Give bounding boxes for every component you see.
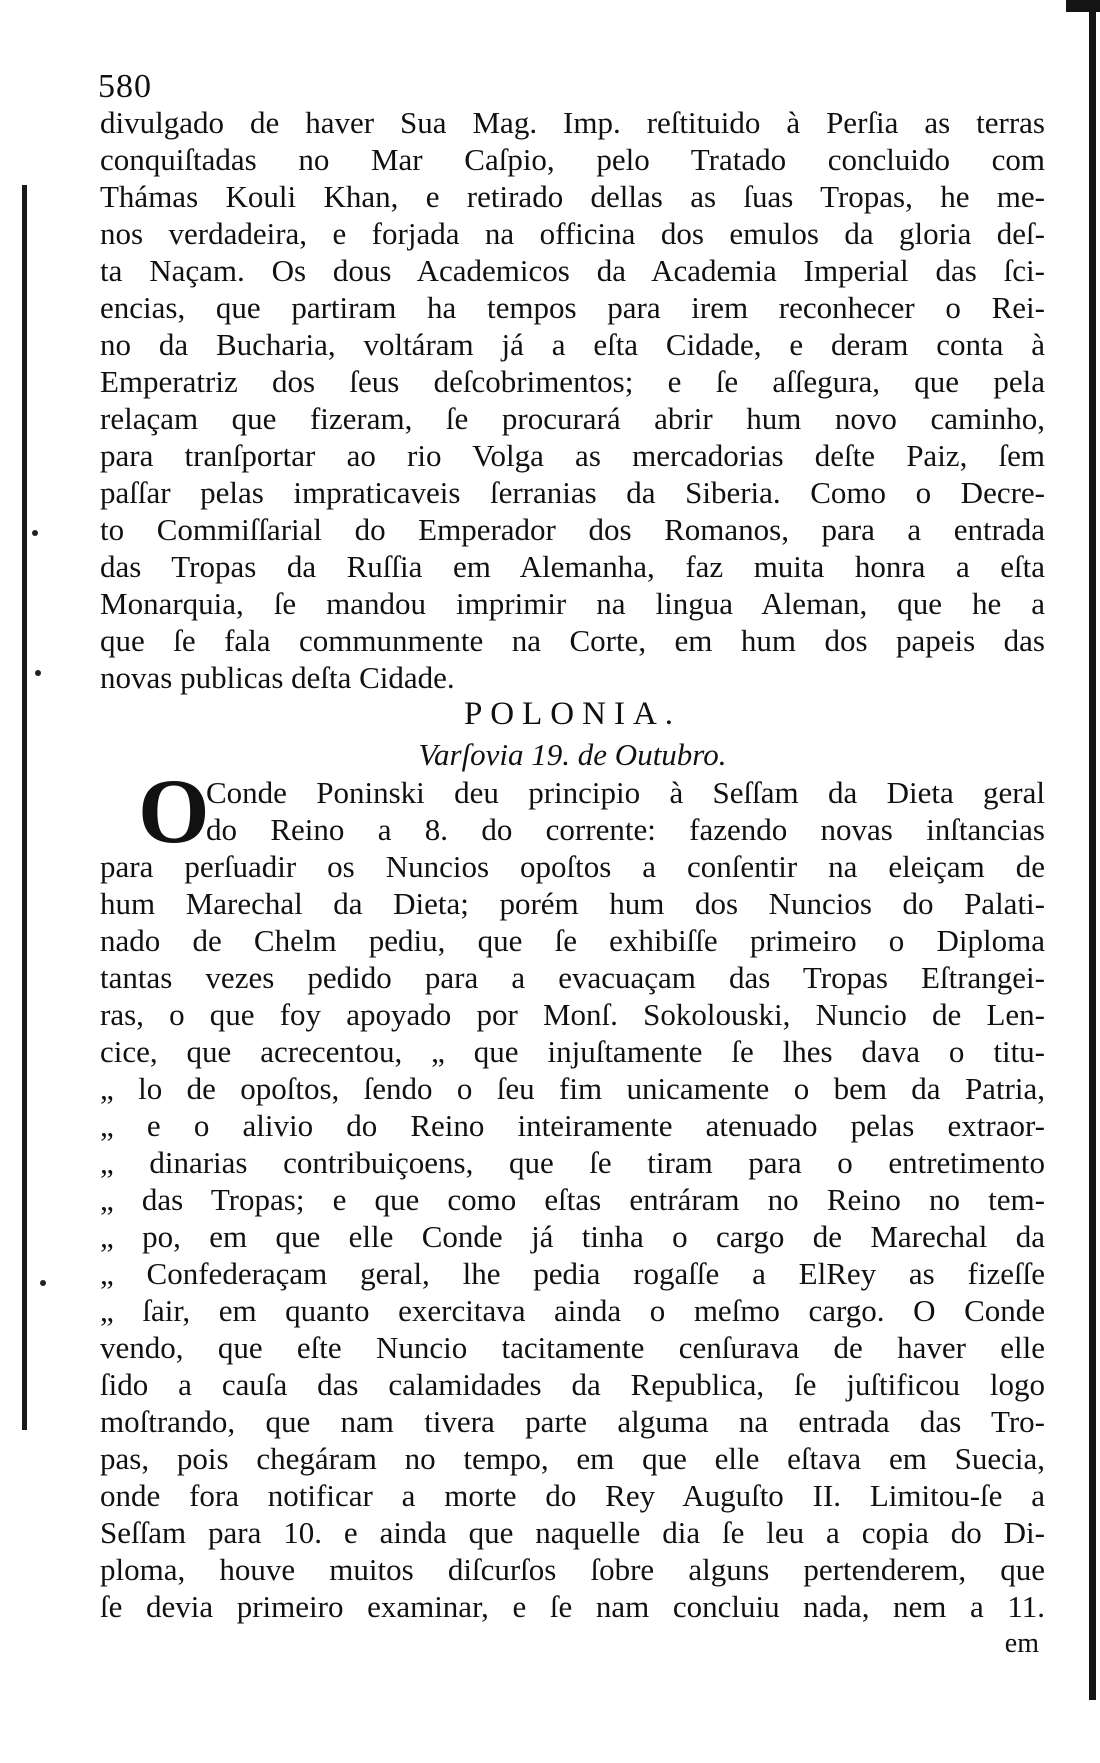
text-line: Thámas Kouli Khan, e retirado dellas as ſuas Tropas, he me- xyxy=(100,179,1045,214)
text-line: encias, que partiram ha tempos para irem reconhecer o Rei- xyxy=(100,290,1045,325)
paragraph-lines xyxy=(100,848,1045,1625)
text-line: cice, que acrecentou, „ que injuſtamente ſe lhes dava o titu- xyxy=(100,1034,1045,1069)
text-line: „ po, em que elle Conde já tinha o cargo de Marechal da xyxy=(100,1219,1045,1254)
catchword: em xyxy=(1004,1628,1039,1659)
text-line: „ Confederaçam geral, lhe pedia rogaſſe a ElRey as fizeſſe xyxy=(100,1256,1045,1291)
text-line: no da Bucharia, voltáram já a eſta Cidade, e deram conta à xyxy=(100,327,1045,362)
scan-speck xyxy=(32,530,38,536)
text-line: novas publicas deſta Cidade. xyxy=(100,660,455,695)
text-line: to Commiſſarial do Emperador dos Romanos, para a entrada xyxy=(100,512,1045,547)
drop-cap-lines xyxy=(100,760,1045,862)
text-line: do Reino a 8. do corrente: fazendo novas inſtancias xyxy=(206,812,1045,847)
text-line: que ſe fala communmente na Corte, em hum dos papeis das xyxy=(100,623,1045,658)
page-number: 580 xyxy=(98,68,152,105)
scan-speck xyxy=(35,670,41,676)
section-heading: POLONIA. xyxy=(463,696,682,732)
text-line: pas, pois chegáram no tempo, em que elle eſtava em Suecia, xyxy=(100,1441,1045,1476)
paragraph-russia-news xyxy=(100,104,1045,696)
text-line: „ das Tropas; e que como eſtas entráram no Reino no tem- xyxy=(100,1182,1045,1217)
text-line: onde fora notificar a morte do Rey Auguſto II. Limitou-ſe a xyxy=(100,1478,1045,1513)
text-body xyxy=(100,104,1045,1659)
scan-speck xyxy=(40,1280,46,1286)
text-line: hum Marechal da Dieta; porém hum dos Nuncios do Palati- xyxy=(100,886,1045,921)
text-line: ta Naçam. Os dous Academicos da Academia Imperial das ſci- xyxy=(100,253,1045,288)
text-line: Monarquia, ſe mandou imprimir na lingua Aleman, que he a xyxy=(100,586,1045,621)
text-line: para tranſportar ao rio Volga as mercadorias deſte Paiz, ſem xyxy=(100,438,1045,473)
text-line: paſſar pelas impraticaveis ſerranias da Siberia. Como o Decre- xyxy=(100,475,1045,510)
text-line: Emperatriz dos ſeus deſcobrimentos; e ſe aſſegura, que pela xyxy=(100,364,1045,399)
text-line: tantas vezes pedido para a evacuaçam das Tropas Eſtrangei- xyxy=(100,960,1045,995)
text-line: conquiſtadas no Mar Caſpio, pelo Tratado concluido com xyxy=(100,142,1045,177)
text-line: ras, o que foy apoyado por Monſ. Sokolouski, Nuncio de Len- xyxy=(100,997,1045,1032)
text-line: ploma, houve muitos diſcurſos ſobre alguns pertenderem, que xyxy=(100,1552,1045,1587)
scan-edge-right xyxy=(1089,0,1096,1700)
text-line: moſtrando, que nam tivera parte alguma na entrada das Tro- xyxy=(100,1404,1045,1439)
text-line: vendo, que eſte Nuncio tacitamente cenſurava de haver elle xyxy=(100,1330,1045,1365)
text-line: „ ſair, em quanto exercitava ainda o meſmo cargo. O Conde xyxy=(100,1293,1045,1328)
text-line: „ lo de opoſtos, ſendo o ſeu fim unicamente o bem da Patria, xyxy=(100,1071,1045,1106)
text-line: divulgado de haver Sua Mag. Imp. reſtituido à Perſia as terras xyxy=(100,105,1045,140)
text-line: nos verdadeira, e forjada na officina dos emulos da gloria deſ- xyxy=(100,216,1045,251)
dateline: Varſovia 19. de Outubro. xyxy=(418,737,727,772)
text-line: Conde Poninski deu principio à Seſſam da Dieta geral xyxy=(206,775,1045,810)
text-line: ſido a cauſa das calamidades da Republica, ſe juſtificou logo xyxy=(100,1367,1045,1402)
text-line: „ dinarias contribuiçoens, que ſe tiram para o entretimento xyxy=(100,1145,1045,1180)
drop-cap: O xyxy=(138,760,210,862)
text-line: nado de Chelm pediu, que ſe exhibiſſe primeiro o Diploma xyxy=(100,923,1045,958)
text-line: Seſſam para 10. e ainda que naquelle dia ſe leu a copia do Di- xyxy=(100,1515,1045,1550)
text-line: para perſuadir os Nuncios opoſtos a conſentir na eleiçam de xyxy=(100,849,1045,884)
text-line: relaçam que fizeram, ſe procurará abrir hum novo caminho, xyxy=(100,401,1045,436)
paragraph-polonia-news xyxy=(100,760,1045,1625)
scan-edge-left xyxy=(22,185,27,1430)
text-line: „ e o alivio do Reino inteiramente atenuado pelas extraor- xyxy=(100,1108,1045,1143)
text-line: ſe devia primeiro examinar, e ſe nam concluiu nada, nem a 11. xyxy=(100,1589,1045,1624)
text-line: das Tropas da Ruſſia em Alemanha, faz muita honra a eſta xyxy=(100,549,1045,584)
